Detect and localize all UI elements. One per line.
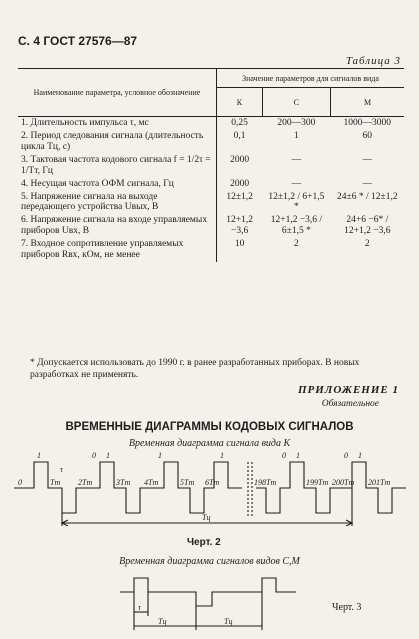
time-label: 2Tт: [78, 478, 93, 487]
bit-label: 1: [358, 451, 362, 460]
parameters-table: [18, 68, 404, 262]
cm-signal-diagram: [120, 572, 300, 632]
cell-m: 1000—3000: [343, 118, 392, 128]
cell-m: —: [362, 154, 373, 165]
col-c: С: [262, 88, 330, 117]
table-row: [18, 130, 404, 154]
page-header: С. 4 ГОСТ 27576—87: [18, 34, 138, 48]
time-label: 5Tт: [180, 478, 195, 487]
bit-label: 1: [220, 451, 224, 460]
cell-k: 0,1: [233, 130, 246, 141]
signal-waveform: [120, 578, 296, 606]
bit-label: 1: [37, 451, 41, 460]
bit-label: 0: [92, 451, 96, 460]
cell-k: 0,25: [231, 118, 248, 128]
row-name: 5. Напряжение сигнала на выходе передающего устройства Uвых, В: [18, 191, 217, 215]
group-header: Значение параметров для сигналов вида: [217, 69, 405, 88]
param-header: Наименование параметра, условное обозначение: [18, 69, 217, 117]
figure2-label: Черт. 2: [187, 537, 221, 548]
table-row: [18, 117, 404, 130]
bit-label: 1: [296, 451, 300, 460]
diagram2-caption: Временная диаграмма сигналов видов С,М: [119, 556, 300, 567]
cell-k: 12+1,2 −3,6: [226, 215, 253, 237]
cell-k: 2000: [230, 178, 250, 189]
row-name: 2. Период следования сигнала (длительность цикла Tц, с): [18, 130, 217, 154]
time-label: 0: [18, 478, 22, 487]
cell-k: 10: [234, 239, 245, 250]
cell-c: 12+1,2 −3,6 / 6±1,5 *: [270, 215, 323, 237]
cell-c: 200—300: [277, 118, 316, 128]
cycle-label: Tц: [158, 617, 167, 626]
time-label: 6Tт: [205, 478, 220, 487]
cell-k: 12±1,2: [226, 191, 253, 202]
table-row: [18, 178, 404, 191]
cycle-label: Tц: [224, 617, 233, 626]
time-labels: [18, 465, 390, 487]
k-signal-diagram: [14, 448, 406, 526]
tau-label: τ: [138, 603, 141, 612]
time-label: 201Tт: [368, 478, 391, 487]
time-label: 199Tт: [306, 478, 329, 487]
time-label: 198Tт: [254, 478, 277, 487]
bit-label: 0: [344, 451, 348, 460]
row-name: 4. Несущая частота ОФМ сигнала, Гц: [18, 178, 217, 191]
cell-m: 24±6 * / 12±1,2: [337, 191, 398, 202]
cell-m: 60: [362, 130, 373, 141]
cell-c: —: [291, 154, 302, 165]
time-label: 200Tт: [332, 478, 355, 487]
table-row: [18, 154, 404, 178]
col-k: К: [217, 88, 263, 117]
cell-c: 12±1,2 / 6+1,5 *: [268, 191, 325, 213]
row-name: 3. Тактовая частота кодового сигнала f = 1/2τ = 1/Tт, Гц: [18, 154, 217, 178]
footnote: * Допускается использовать до 1990 г. в ранее разработанных приборах. В новых разработках не применять.: [30, 358, 360, 380]
table-row: [18, 191, 404, 215]
row-name: 1. Длительность импульса τ, мс: [18, 117, 217, 130]
bit-label: 1: [158, 451, 162, 460]
cell-m: 2: [364, 239, 370, 250]
cell-c: —: [291, 178, 302, 189]
appendix-label: ПРИЛОЖЕНИЕ 1: [297, 384, 399, 396]
row-name: 7. Входное сопротивление управляемых приборов Rвх, кОм, не менее: [18, 238, 217, 262]
cycle-label: Tц: [202, 513, 211, 522]
table-title: Таблица 3: [345, 55, 401, 67]
cell-c: 2: [294, 239, 299, 250]
appendix-sub: Обязательное: [321, 399, 379, 409]
cell-m: —: [362, 178, 373, 189]
cell-k: 2000: [230, 154, 250, 165]
tau-label: τ: [60, 465, 63, 474]
col-m: М: [331, 88, 404, 117]
diagram1-caption: Временная диаграмма сигнала вида К: [128, 438, 291, 449]
section-title: ВРЕМЕННЫЕ ДИАГРАММЫ КОДОВЫХ СИГНАЛОВ: [65, 421, 354, 433]
table-row: [18, 214, 404, 238]
time-label: 4Tт: [144, 478, 159, 487]
figure3-label: Черт. 3: [332, 602, 362, 613]
bit-label: 0: [282, 451, 286, 460]
signal-waveform-part2: [256, 462, 406, 513]
row-name: 6. Напряжение сигнала на входе управляемых приборов Uвх, В: [18, 214, 217, 238]
signal-waveform-part1: [14, 462, 242, 513]
cell-c: 1: [294, 130, 299, 141]
cell-m: 24+6 −6* / 12+1,2 −3,6: [344, 215, 391, 237]
time-label: 3Tт: [116, 478, 131, 487]
bit-label: 1: [106, 451, 110, 460]
top-labels: [37, 451, 362, 460]
time-label: Tт: [50, 478, 61, 487]
table-row: [18, 238, 404, 262]
